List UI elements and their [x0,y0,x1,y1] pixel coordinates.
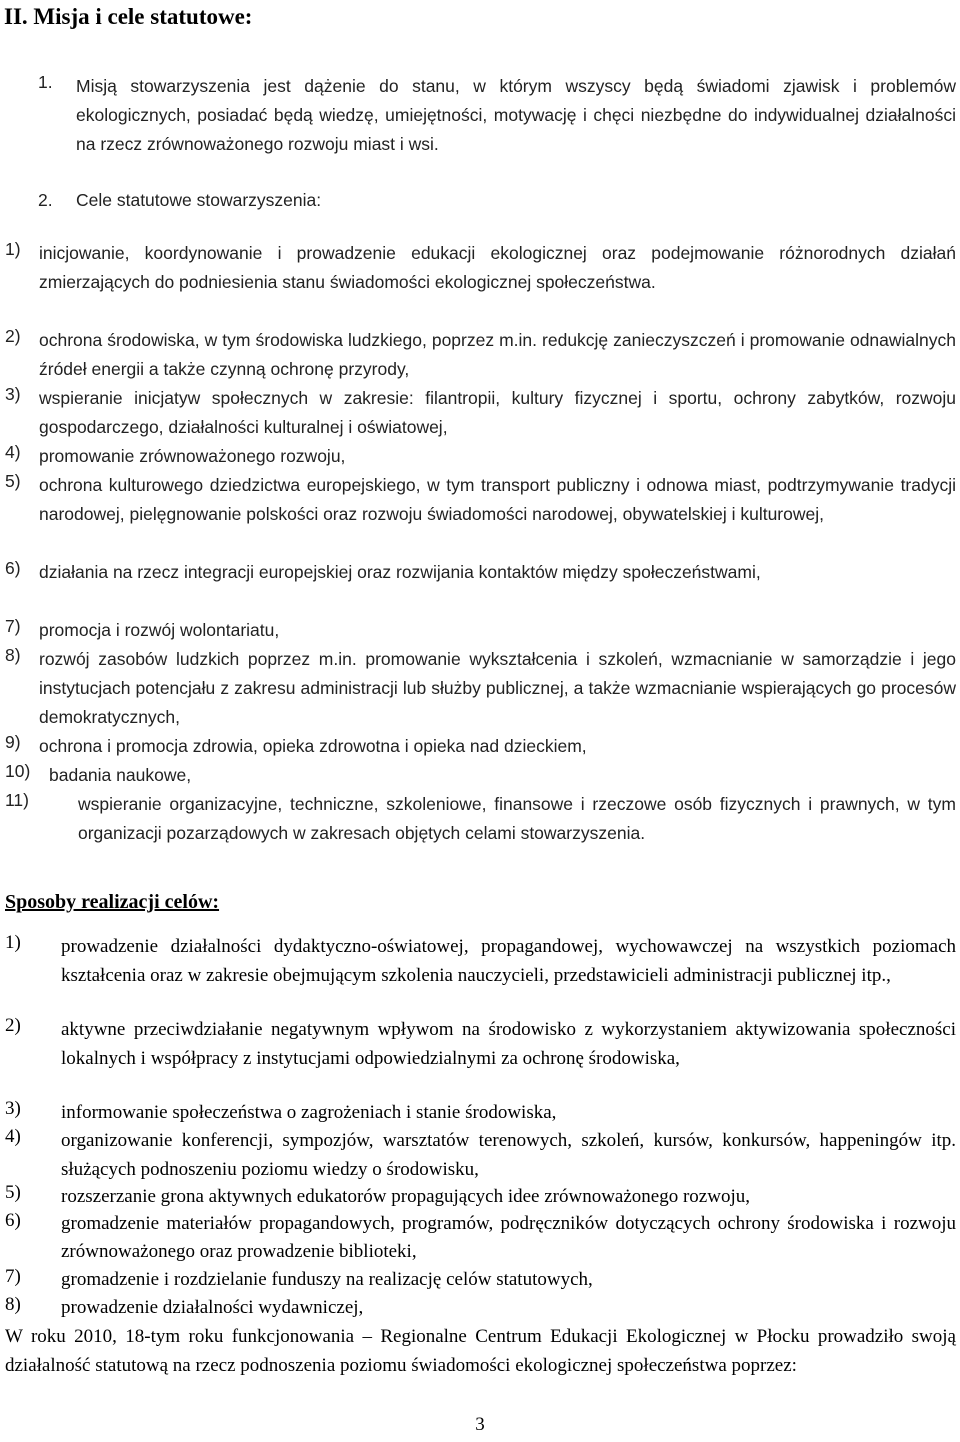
goal-item [5,732,956,761]
goal-item [5,645,956,732]
goal-item-text: promocja i rozwój wolontariatu, [39,620,280,640]
goals-number: 2. [38,190,53,210]
page-number: 3 [475,1414,485,1435]
method-item-number: 6) [5,1210,21,1231]
mission-number: 1. [38,72,53,92]
mission-paragraph [38,72,956,159]
method-item-text: gromadzenie materiałów propagandowych, programów, podręczników dotyczących ochrony środowiska i rozwoju zrównoważonego oraz prowadzenie biblioteki, [61,1213,956,1262]
goal-item [5,326,956,384]
method-item-text: aktywne przeciwdziałanie negatywnym wpływom na środowisko z wykorzystaniem aktywizowania społeczności lokalnych i współpracy z instytucjami odpowiedzialnymi za ochronę środowiska, [61,1019,956,1069]
goal-item-number: 3) [5,384,21,404]
method-item-text: prowadzenie działalności dydaktyczno-oświatowej, propagandowej, wychowawczej na wszystkich poziomach kształcenia oraz w zakresie obejmującym szkolenia nauczycieli, przedstawicieli administracji publicznej itp., [61,936,956,986]
goal-item [5,558,956,587]
goal-item [5,239,956,297]
method-item-number: 7) [5,1266,21,1287]
goal-item [5,471,956,529]
method-item-number: 4) [5,1126,21,1147]
method-item-number: 8) [5,1294,21,1315]
goal-item [5,384,956,442]
method-item-number: 5) [5,1182,21,1203]
goals-title: Cele statutowe stowarzyszenia: [76,190,322,210]
method-item-text: prowadzenie działalności wydawniczej, [61,1297,364,1318]
goal-item-text: ochrona kulturowego dziedzictwa europejskiego, w tym transport publiczny i odnowa miast, podtrzymywanie tradycji narodowej, pielęgnowanie polskości oraz rozwoju świadomości narodowej, obywatelskiej i kulturowej, [39,475,956,524]
goal-item-text: inicjowanie, koordynowanie i prowadzenie edukacji ekologicznej oraz podejmowanie różnorodnych działań zmierzających do podniesienia stanu świadomości ekologicznej społeczeństwa. [39,243,956,292]
goal-item-number: 4) [5,442,21,462]
method-item-number: 1) [5,932,21,953]
method-item [5,1182,956,1211]
closing-paragraph: W roku 2010, 18-tym roku funkcjonowania – Regionalne Centrum Edukacji Ekologicznej w Płocku prowadziło swoją działalność statutową na rzecz podnoszenia poziomu świadomości ekologicznej społeczeństwa poprzez: [5,1326,956,1376]
method-item-number: 3) [5,1098,21,1119]
method-item [5,1126,956,1184]
goal-item [5,761,956,790]
goal-item-text: badania naukowe, [49,765,192,785]
goal-item [5,442,956,471]
goal-item-text: wspieranie inicjatyw społecznych w zakresie: filantropii, kultury fizycznej i sportu, ochrony zabytków, rozwoju gospodarczego, działalności kulturalnej i oświatowej, [39,388,956,437]
goal-item-number: 10) [5,761,31,781]
method-item [5,1266,956,1294]
section-heading: II. Misja i cele statutowe: [4,4,253,29]
goals-heading [38,186,956,215]
goal-item-text: promowanie zrównoważonego rozwoju, [39,446,346,466]
method-item [5,932,956,990]
goal-item-text: wspieranie organizacyjne, techniczne, szkoleniowe, finansowe i rzeczowe osób fizycznych i prawnych, w tym organizacji pozarządowych w zakresach objętych celami stowarzyszenia. [78,794,956,843]
method-item-number: 2) [5,1015,21,1036]
method-item [5,1098,956,1127]
goal-item [5,790,956,848]
method-item-text: rozszerzanie grona aktywnych edukatorów propagujących idee zrównoważonego rozwoju, [61,1186,750,1207]
method-item [5,1210,956,1266]
method-item-text: informowanie społeczeństwa o zagrożeniach i stanie środowiska, [61,1102,557,1123]
goal-item-text: ochrona środowiska, w tym środowiska ludzkiego, poprzez m.in. redukcję zanieczyszczeń i promowanie odnawialnych źródeł energii a także czynną ochronę przyrody, [39,330,956,379]
goal-item-number: 11) [5,790,29,810]
goal-item-number: 1) [5,239,21,259]
method-item-text: organizowanie konferencji, sympozjów, warsztatów terenowych, szkoleń, kursów, konkursów, happeningów itp. służących podnoszeniu poziomu wiedzy o środowisku, [61,1130,956,1180]
goal-item-number: 5) [5,471,21,491]
goal-item-number: 7) [5,616,21,636]
goal-item-number: 8) [5,645,21,665]
method-item-text: gromadzenie i rozdzielanie funduszy na realizację celów statutowych, [61,1269,593,1290]
goal-item-text: działania na rzecz integracji europejskiej oraz rozwijania kontaktów między społeczeństwami, [39,562,761,582]
goal-item [5,616,956,645]
methods-heading: Sposoby realizacji celów: [5,891,220,913]
mission-text: Misją stowarzyszenia jest dążenie do stanu, w którym wszyscy będą świadomi zjawisk i problemów ekologicznych, posiadać będą wiedzę, umiejętności, motywację i chęci niezbędne do indywidualnej działalności na rzecz zrównoważonego rozwoju miast i wsi. [76,76,956,154]
goal-item-text: rozwój zasobów ludzkich poprzez m.in. promowanie wykształcenia i szkoleń, wzmacnianie w samorządzie i jego instytucjach potencjału z zakresu administracji lub służby publicznej, a także wzmacnianie wspierających go procesów demokratycznych, [39,649,956,727]
goal-item-number: 9) [5,732,21,752]
goal-item-number: 2) [5,326,21,346]
method-item [5,1015,956,1073]
goal-item-text: ochrona i promocja zdrowia, opieka zdrowotna i opieka nad dzieckiem, [39,736,587,756]
method-item [5,1294,956,1322]
goal-item-number: 6) [5,558,21,578]
